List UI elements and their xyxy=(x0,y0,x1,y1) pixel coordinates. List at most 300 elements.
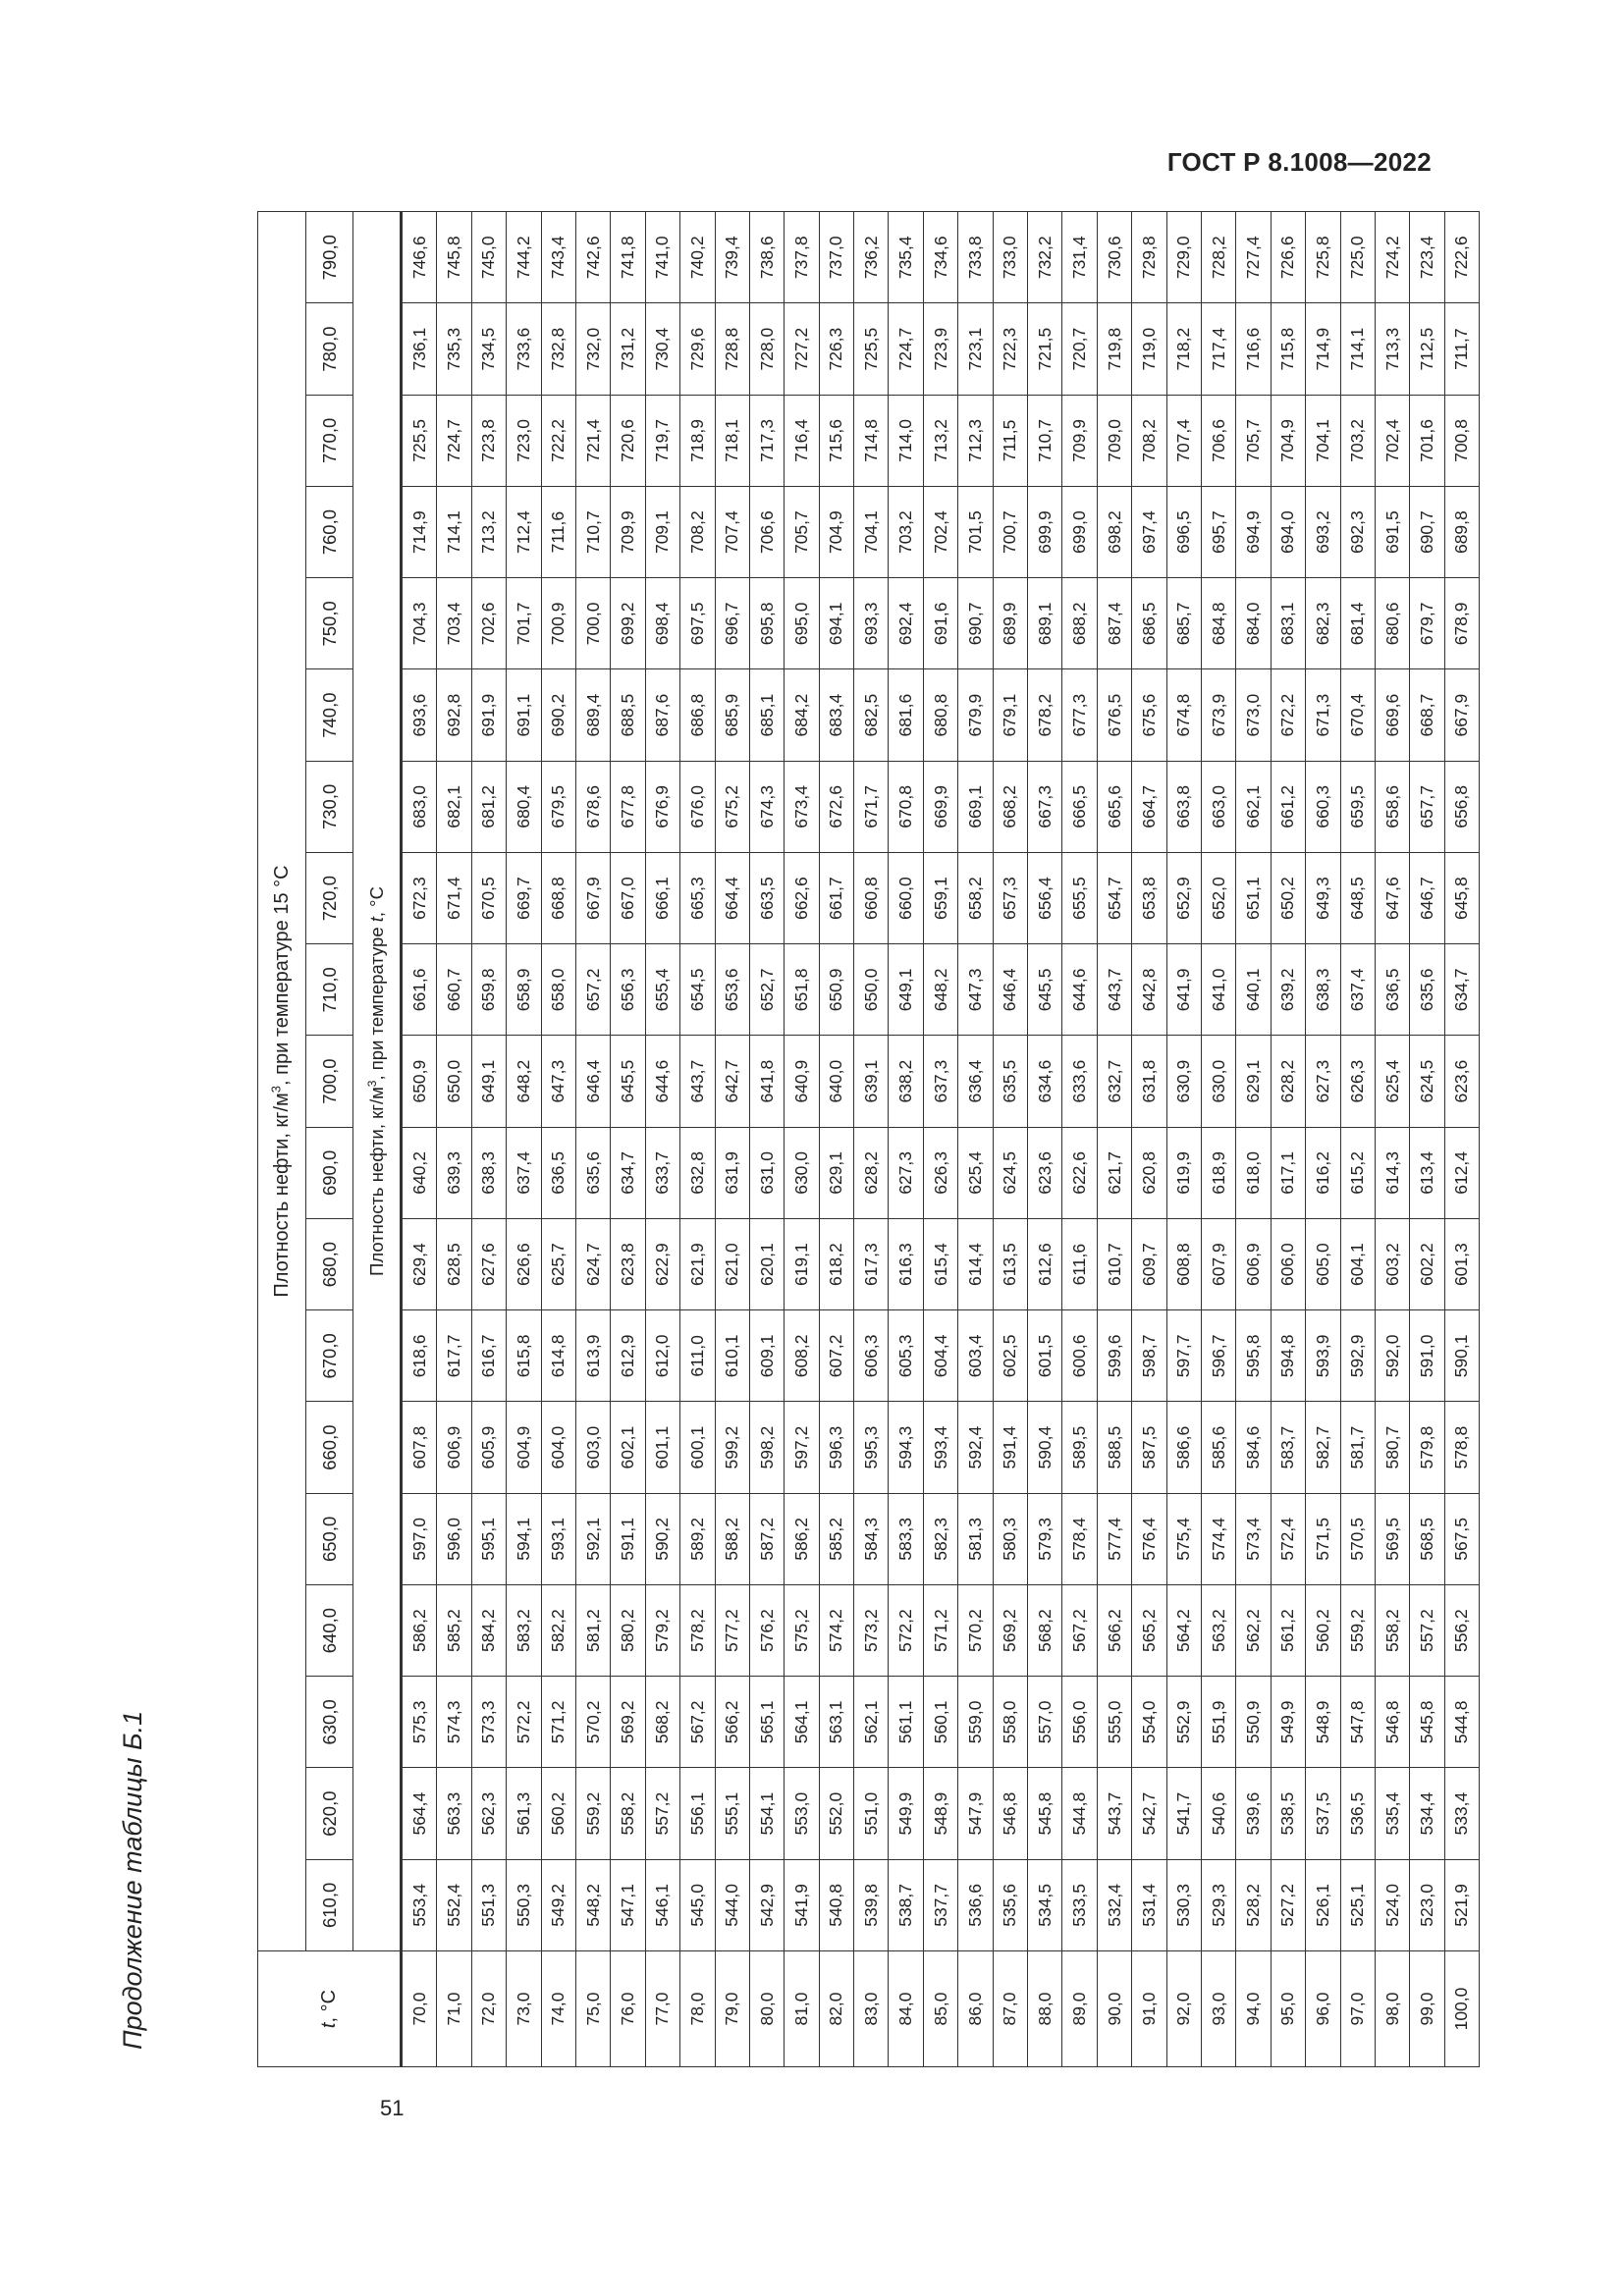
density-cell: 539,8 xyxy=(854,1859,889,1950)
density-cell: 722,2 xyxy=(541,395,575,486)
density-cell: 681,4 xyxy=(1340,578,1375,669)
density-cell: 738,6 xyxy=(749,212,784,304)
density-cell: 555,1 xyxy=(715,1768,749,1859)
density-cell: 695,7 xyxy=(1201,487,1235,578)
column-header: 660,0 xyxy=(306,1402,353,1493)
density-cell: 614,8 xyxy=(541,1310,575,1402)
density-cell: 667,0 xyxy=(611,853,645,944)
density-cell: 706,6 xyxy=(749,487,784,578)
table-row xyxy=(1444,212,1479,2067)
density-cell: 606,3 xyxy=(854,1310,889,1402)
density-cell: 660,3 xyxy=(1306,761,1340,852)
density-cell: 601,5 xyxy=(1028,1310,1062,1402)
density-cell: 577,2 xyxy=(715,1585,749,1677)
column-header: 670,0 xyxy=(306,1310,353,1402)
density-cell: 668,2 xyxy=(993,761,1027,852)
density-cell: 529,3 xyxy=(1201,1859,1235,1950)
density-cell: 694,9 xyxy=(1236,487,1271,578)
density-cell: 583,7 xyxy=(1271,1402,1305,1493)
density-cell: 572,2 xyxy=(889,1585,923,1677)
density-cell: 629,1 xyxy=(1236,1036,1271,1127)
density-cell: 594,1 xyxy=(507,1493,541,1584)
density-cell: 580,3 xyxy=(993,1493,1027,1584)
density-cell: 553,4 xyxy=(402,1859,437,1950)
density-cell: 672,3 xyxy=(402,853,437,944)
density-cell: 556,1 xyxy=(680,1768,715,1859)
density-cell: 709,9 xyxy=(1062,395,1097,486)
density-cell: 639,2 xyxy=(1271,944,1305,1036)
density-cell: 685,9 xyxy=(715,669,749,761)
column-header: 630,0 xyxy=(306,1677,353,1768)
density-cell: 652,0 xyxy=(1201,853,1235,944)
density-cell: 667,9 xyxy=(1444,669,1479,761)
density-cell: 687,4 xyxy=(1097,578,1131,669)
density-cell: 540,8 xyxy=(819,1859,853,1950)
density-cell: 700,7 xyxy=(993,487,1027,578)
density-cell: 745,0 xyxy=(471,212,506,304)
density-cell: 539,6 xyxy=(1236,1768,1271,1859)
density-cell: 664,4 xyxy=(715,853,749,944)
temperature-cell: 88,0 xyxy=(1028,1951,1062,2067)
temperature-cell: 96,0 xyxy=(1306,1951,1340,2067)
density-cell: 638,3 xyxy=(1306,944,1340,1036)
density-cell: 705,7 xyxy=(785,487,819,578)
temperature-cell: 79,0 xyxy=(715,1951,749,2067)
density-cell: 694,0 xyxy=(1271,487,1305,578)
density-cell: 691,1 xyxy=(507,669,541,761)
density-cell: 593,4 xyxy=(923,1402,957,1493)
temperature-cell: 74,0 xyxy=(541,1951,575,2067)
temperature-cell: 71,0 xyxy=(437,1951,471,2067)
density-cell: 558,0 xyxy=(993,1677,1027,1768)
density-cell: 689,4 xyxy=(575,669,610,761)
density-cell: 563,3 xyxy=(437,1768,471,1859)
table-row xyxy=(1236,212,1271,2067)
density-cell: 571,2 xyxy=(541,1677,575,1768)
density-cell: 648,2 xyxy=(923,944,957,1036)
density-cell: 692,4 xyxy=(889,578,923,669)
density-cell: 564,1 xyxy=(785,1677,819,1768)
temperature-cell: 95,0 xyxy=(1271,1951,1305,2067)
density-cell: 704,1 xyxy=(854,487,889,578)
density-cell: 676,9 xyxy=(645,761,679,852)
density-cell: 590,1 xyxy=(1444,1310,1479,1402)
density-cell: 718,9 xyxy=(680,395,715,486)
density-cell: 710,7 xyxy=(1028,395,1062,486)
temperature-cell: 76,0 xyxy=(611,1951,645,2067)
density-cell: 622,9 xyxy=(645,1219,679,1310)
density-cell: 592,0 xyxy=(1375,1310,1409,1402)
density-cell: 721,5 xyxy=(1028,303,1062,395)
density-cell: 637,4 xyxy=(1340,944,1375,1036)
density-cell: 659,1 xyxy=(923,853,957,944)
density-cell: 725,0 xyxy=(1340,212,1375,304)
density-cell: 652,7 xyxy=(749,944,784,1036)
density-cell: 607,2 xyxy=(819,1310,853,1402)
density-cell: 663,5 xyxy=(749,853,784,944)
density-cell: 628,2 xyxy=(1271,1036,1305,1127)
density-cell: 615,2 xyxy=(1340,1127,1375,1218)
density-cell: 562,1 xyxy=(854,1677,889,1768)
density-cell: 548,2 xyxy=(575,1859,610,1950)
density-cell: 582,7 xyxy=(1306,1402,1340,1493)
density-cell: 599,6 xyxy=(1097,1310,1131,1402)
density-cell: 551,9 xyxy=(1201,1677,1235,1768)
density-cell: 625,4 xyxy=(958,1127,993,1218)
density-cell: 734,5 xyxy=(471,303,506,395)
density-cell: 572,4 xyxy=(1271,1493,1305,1584)
density-cell: 578,8 xyxy=(1444,1402,1479,1493)
density-cell: 543,7 xyxy=(1097,1768,1131,1859)
density-cell: 708,2 xyxy=(1132,395,1166,486)
density-cell: 656,3 xyxy=(611,944,645,1036)
density-cell: 619,9 xyxy=(1166,1127,1201,1218)
density-cell: 564,4 xyxy=(402,1768,437,1859)
density-cell: 699,9 xyxy=(1028,487,1062,578)
density-15-header: Плотность нефти, $кг/м^3$, при температуре 15 °C xyxy=(258,212,306,1951)
density-cell: 586,6 xyxy=(1166,1402,1201,1493)
density-cell: 641,8 xyxy=(749,1036,784,1127)
density-cell: 584,6 xyxy=(1236,1402,1271,1493)
density-cell: 604,9 xyxy=(507,1402,541,1493)
density-cell: 644,6 xyxy=(645,1036,679,1127)
density-cell: 569,2 xyxy=(611,1677,645,1768)
density-cell: 548,9 xyxy=(923,1768,957,1859)
density-cell: 559,2 xyxy=(1340,1585,1375,1677)
table-row xyxy=(1028,212,1062,2067)
rotated-content xyxy=(98,196,1498,2082)
density-cell: 607,9 xyxy=(1201,1219,1235,1310)
density-cell: 682,3 xyxy=(1306,578,1340,669)
density-cell: 719,8 xyxy=(1097,303,1131,395)
density-cell: 669,7 xyxy=(507,853,541,944)
density-cell: 534,5 xyxy=(1028,1859,1062,1950)
density-cell: 587,2 xyxy=(749,1493,784,1584)
density-cell: 723,1 xyxy=(958,303,993,395)
density-cell: 594,3 xyxy=(889,1402,923,1493)
density-cell: 627,6 xyxy=(471,1219,506,1310)
density-cell: 588,5 xyxy=(1097,1402,1131,1493)
density-cell: 579,3 xyxy=(1028,1493,1062,1584)
density-cell: 657,2 xyxy=(575,944,610,1036)
density-cell: 579,2 xyxy=(645,1585,679,1677)
density-cell: 725,5 xyxy=(854,303,889,395)
density-cell: 697,5 xyxy=(680,578,715,669)
density-cell: 643,7 xyxy=(680,1036,715,1127)
density-cell: 684,2 xyxy=(785,669,819,761)
density-cell: 704,9 xyxy=(819,487,853,578)
density-cell: 584,3 xyxy=(854,1493,889,1584)
density-cell: 638,2 xyxy=(889,1036,923,1127)
density-cell: 636,4 xyxy=(958,1036,993,1127)
density-cell: 707,4 xyxy=(1166,395,1201,486)
density-cell: 684,0 xyxy=(1236,578,1271,669)
density-cell: 537,5 xyxy=(1306,1768,1340,1859)
density-cell: 561,2 xyxy=(1271,1585,1305,1677)
density-cell: 626,3 xyxy=(1340,1036,1375,1127)
table-row xyxy=(1062,212,1097,2067)
density-cell: 684,8 xyxy=(1201,578,1235,669)
density-cell: 706,6 xyxy=(1201,395,1235,486)
density-cell: 576,4 xyxy=(1132,1493,1166,1584)
table-row xyxy=(854,212,889,2067)
density-cell: 533,4 xyxy=(1444,1768,1479,1859)
density-cell: 613,4 xyxy=(1410,1127,1444,1218)
density-cell: 552,4 xyxy=(437,1859,471,1950)
density-cell: 628,5 xyxy=(437,1219,471,1310)
density-cell: 544,8 xyxy=(1444,1677,1479,1768)
density-cell: 544,8 xyxy=(1062,1768,1097,1859)
density-cell: 663,0 xyxy=(1201,761,1235,852)
density-cell: 575,4 xyxy=(1166,1493,1201,1584)
density-cell: 593,1 xyxy=(541,1493,575,1584)
density-cell: 549,2 xyxy=(541,1859,575,1950)
density-cell: 667,3 xyxy=(1028,761,1062,852)
density-cell: 636,5 xyxy=(541,1127,575,1218)
density-cell: 545,0 xyxy=(680,1859,715,1950)
density-cell: 636,5 xyxy=(1375,944,1409,1036)
column-header: 650,0 xyxy=(306,1493,353,1584)
density-cell: 625,7 xyxy=(541,1219,575,1310)
density-cell: 687,6 xyxy=(645,669,679,761)
density-cell: 612,6 xyxy=(1028,1219,1062,1310)
density-cell: 686,5 xyxy=(1132,578,1166,669)
density-cell: 601,1 xyxy=(645,1402,679,1493)
density-cell: 592,9 xyxy=(1340,1310,1375,1402)
density-cell: 596,0 xyxy=(437,1493,471,1584)
density-cell: 679,7 xyxy=(1410,578,1444,669)
density-cell: 740,2 xyxy=(680,212,715,304)
table-row xyxy=(785,212,819,2067)
density-cell: 655,5 xyxy=(1062,853,1097,944)
density-cell: 594,8 xyxy=(1271,1310,1305,1402)
density-cell: 609,7 xyxy=(1132,1219,1166,1310)
density-cell: 530,3 xyxy=(1166,1859,1201,1950)
density-cell: 560,2 xyxy=(1306,1585,1340,1677)
density-cell: 614,4 xyxy=(958,1219,993,1310)
density-cell: 656,4 xyxy=(1028,853,1062,944)
density-cell: 673,9 xyxy=(1201,669,1235,761)
density-cell: 693,3 xyxy=(854,578,889,669)
density-cell: 691,5 xyxy=(1375,487,1409,578)
density-cell: 650,2 xyxy=(1271,853,1305,944)
temperature-cell: 86,0 xyxy=(958,1951,993,2067)
density-cell: 645,5 xyxy=(1028,944,1062,1036)
density-cell: 663,8 xyxy=(1166,761,1201,852)
density-cell: 700,8 xyxy=(1444,395,1479,486)
density-cell: 737,8 xyxy=(785,212,819,304)
density-cell: 635,6 xyxy=(575,1127,610,1218)
density-cell: 631,9 xyxy=(715,1127,749,1218)
density-cell: 536,6 xyxy=(958,1859,993,1950)
density-cell: 713,2 xyxy=(471,487,506,578)
density-cell: 726,3 xyxy=(819,303,853,395)
density-cell: 703,4 xyxy=(437,578,471,669)
density-cell: 646,7 xyxy=(1410,853,1444,944)
density-cell: 625,4 xyxy=(1375,1036,1409,1127)
density-cell: 689,1 xyxy=(1028,578,1062,669)
density-cell: 666,5 xyxy=(1062,761,1097,852)
table-row xyxy=(611,212,645,2067)
density-cell: 553,0 xyxy=(785,1768,819,1859)
density-cell: 677,8 xyxy=(611,761,645,852)
density-cell: 597,2 xyxy=(785,1402,819,1493)
density-cell: 602,1 xyxy=(611,1402,645,1493)
density-cell: 591,4 xyxy=(993,1402,1027,1493)
density-cell: 711,7 xyxy=(1444,303,1479,395)
density-cell: 606,0 xyxy=(1271,1219,1305,1310)
table-body xyxy=(402,212,1480,2067)
density-cell: 676,5 xyxy=(1097,669,1131,761)
density-cell: 620,1 xyxy=(749,1219,784,1310)
density-cell: 574,3 xyxy=(437,1677,471,1768)
density-cell: 630,9 xyxy=(1166,1036,1201,1127)
density-cell: 531,4 xyxy=(1132,1859,1166,1950)
density-cell: 715,6 xyxy=(819,395,853,486)
table-row xyxy=(471,212,506,2067)
column-header: 730,0 xyxy=(306,761,353,852)
density-cell: 585,6 xyxy=(1201,1402,1235,1493)
density-cell: 613,9 xyxy=(575,1310,610,1402)
density-cell: 729,0 xyxy=(1166,212,1201,304)
table-row xyxy=(1340,212,1375,2067)
density-cell: 523,0 xyxy=(1410,1859,1444,1950)
density-cell: 722,3 xyxy=(993,303,1027,395)
density-cell: 620,8 xyxy=(1132,1127,1166,1218)
temperature-cell: 100,0 xyxy=(1444,1951,1479,2067)
density-cell: 552,0 xyxy=(819,1768,853,1859)
density-cell: 675,6 xyxy=(1132,669,1166,761)
density-cell: 734,6 xyxy=(923,212,957,304)
density-cell: 698,4 xyxy=(645,578,679,669)
density-cell: 579,8 xyxy=(1410,1402,1444,1493)
density-cell: 536,5 xyxy=(1340,1768,1375,1859)
density-cell: 611,6 xyxy=(1062,1219,1097,1310)
density-cell: 637,4 xyxy=(507,1127,541,1218)
density-cell: 538,7 xyxy=(889,1859,923,1950)
density-cell: 597,7 xyxy=(1166,1310,1201,1402)
density-cell: 607,8 xyxy=(402,1402,437,1493)
temperature-cell: 78,0 xyxy=(680,1951,715,2067)
density-cell: 561,3 xyxy=(507,1768,541,1859)
density-cell: 721,4 xyxy=(575,395,610,486)
density-cell: 688,2 xyxy=(1062,578,1097,669)
density-cell: 671,3 xyxy=(1306,669,1340,761)
density-cell: 546,8 xyxy=(1375,1677,1409,1768)
table-row xyxy=(1097,212,1131,2067)
density-cell: 657,3 xyxy=(993,853,1027,944)
table-row xyxy=(1271,212,1305,2067)
density-cell: 592,1 xyxy=(575,1493,610,1584)
density-cell: 623,8 xyxy=(611,1219,645,1310)
column-header-row xyxy=(306,212,353,2067)
density-cell: 653,8 xyxy=(1132,853,1166,944)
density-cell: 544,0 xyxy=(715,1859,749,1950)
table-row xyxy=(958,212,993,2067)
density-cell: 602,5 xyxy=(993,1310,1027,1402)
density-cell: 525,1 xyxy=(1340,1859,1375,1950)
temperature-cell: 87,0 xyxy=(993,1951,1027,2067)
density-cell: 644,6 xyxy=(1062,944,1097,1036)
density-cell: 621,0 xyxy=(715,1219,749,1310)
table-row xyxy=(749,212,784,2067)
density-cell: 731,4 xyxy=(1062,212,1097,304)
density-cell: 714,8 xyxy=(854,395,889,486)
density-cell: 658,0 xyxy=(541,944,575,1036)
density-cell: 681,2 xyxy=(471,761,506,852)
table-row xyxy=(645,212,679,2067)
density-cell: 733,6 xyxy=(507,303,541,395)
page-number: 51 xyxy=(380,2096,405,2120)
density-cell: 537,7 xyxy=(923,1859,957,1950)
density-cell: 680,4 xyxy=(507,761,541,852)
density-cell: 521,9 xyxy=(1444,1859,1479,1950)
density-cell: 574,4 xyxy=(1201,1493,1235,1584)
density-cell: 583,3 xyxy=(889,1493,923,1584)
density-cell: 632,8 xyxy=(680,1127,715,1218)
density-cell: 568,2 xyxy=(645,1677,679,1768)
density-cell: 677,3 xyxy=(1062,669,1097,761)
density-cell: 658,2 xyxy=(958,853,993,944)
density-cell: 570,5 xyxy=(1340,1493,1375,1584)
density-cell: 672,6 xyxy=(819,761,853,852)
density-cell: 566,2 xyxy=(715,1677,749,1768)
density-cell: 723,0 xyxy=(507,395,541,486)
density-cell: 615,4 xyxy=(923,1219,957,1310)
density-cell: 622,6 xyxy=(1062,1127,1097,1218)
temperature-cell: 80,0 xyxy=(749,1951,784,2067)
density-cell: 612,0 xyxy=(645,1310,679,1402)
density-cell: 603,0 xyxy=(575,1402,610,1493)
density-cell: 659,5 xyxy=(1340,761,1375,852)
density-cell: 670,8 xyxy=(889,761,923,852)
density-cell: 570,2 xyxy=(575,1677,610,1768)
density-cell: 714,1 xyxy=(437,487,471,578)
density-cell: 632,7 xyxy=(1097,1036,1131,1127)
density-cell: 605,3 xyxy=(889,1310,923,1402)
column-header: 740,0 xyxy=(306,669,353,761)
density-cell: 627,3 xyxy=(1306,1036,1340,1127)
density-cell: 547,1 xyxy=(611,1859,645,1950)
density-cell: 542,9 xyxy=(749,1859,784,1950)
density-cell: 633,7 xyxy=(645,1127,679,1218)
temperature-cell: 75,0 xyxy=(575,1951,610,2067)
density-cell: 744,2 xyxy=(507,212,541,304)
density-cell: 612,4 xyxy=(1444,1127,1479,1218)
density-cell: 585,2 xyxy=(819,1493,853,1584)
density-cell: 556,2 xyxy=(1444,1585,1479,1677)
density-cell: 695,0 xyxy=(785,578,819,669)
density-cell: 561,1 xyxy=(889,1677,923,1768)
density-cell: 654,5 xyxy=(680,944,715,1036)
density-cell: 532,4 xyxy=(1097,1859,1131,1950)
density-cell: 599,2 xyxy=(715,1402,749,1493)
table-row xyxy=(1132,212,1166,2067)
density-cell: 586,2 xyxy=(402,1585,437,1677)
density-cell: 674,3 xyxy=(749,761,784,852)
density-cell: 547,8 xyxy=(1340,1677,1375,1768)
density-cell: 692,3 xyxy=(1340,487,1375,578)
density-cell: 704,3 xyxy=(402,578,437,669)
density-cell: 582,3 xyxy=(923,1493,957,1584)
density-cell: 621,9 xyxy=(680,1219,715,1310)
density-cell: 605,0 xyxy=(1306,1219,1340,1310)
density-cell: 534,4 xyxy=(1410,1768,1444,1859)
density-cell: 616,7 xyxy=(471,1310,506,1402)
density-cell: 640,9 xyxy=(785,1036,819,1127)
density-cell: 647,6 xyxy=(1375,853,1409,944)
density-cell: 724,7 xyxy=(889,303,923,395)
